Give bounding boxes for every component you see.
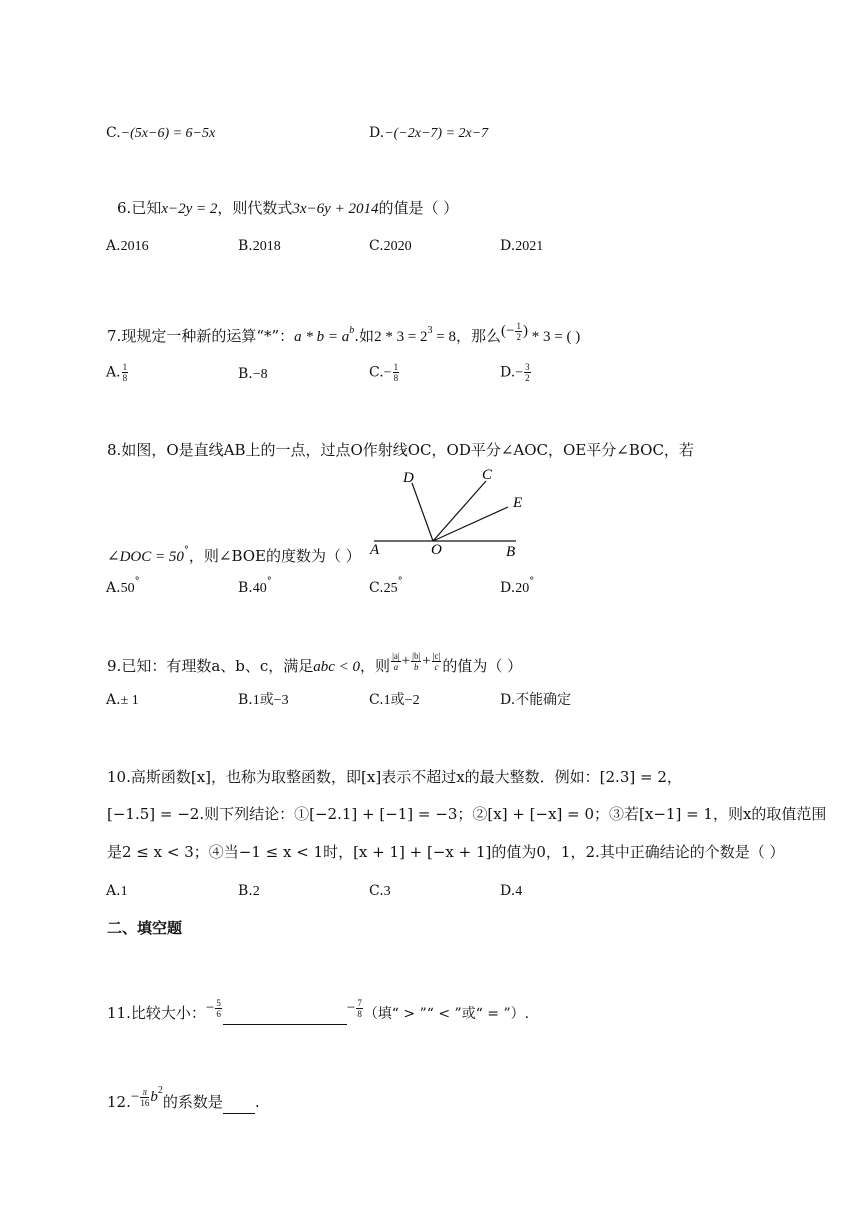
q6-option-c: C.2020 — [369, 238, 412, 254]
math-expr: 3x−6y + 2014 — [292, 201, 379, 217]
q10-option-b: B.2 — [238, 883, 260, 899]
q8-geometry-figure — [360, 462, 530, 562]
section-title: 二、填空题 — [107, 919, 183, 937]
q5-option-d — [369, 123, 488, 144]
stem-text: 现规定一种新的运算“*”： — [121, 327, 295, 345]
fraction: $\frac{|a|}{a}$ — [392, 650, 400, 672]
q9-option-a: A.± 1 — [106, 692, 139, 708]
stem-text: 比较大小： — [130, 1004, 206, 1022]
label-c: C — [482, 467, 493, 483]
stem-text: 高斯函数[x]，也称为取整函数，即[x]表示不超过x的最大整数．例如：[2.3] = 2， — [130, 768, 682, 786]
q7-option-c: C.− $\frac{1}{8}$ — [369, 362, 399, 383]
q10-stem-line2: [−1.5] = −2.则下列结论：①[−2.1] + [−1] = −3；②[x] + [−x] = 0；③若[x−1] = 1，则x的取值范围 — [107, 805, 827, 823]
option-expr: −(5x−6) = 6−5x — [120, 126, 216, 141]
fraction: $\frac{|c|}{c}$ — [432, 650, 441, 672]
option-expr: −(−2x−7) = 2x−7 — [384, 126, 489, 141]
math-expr: abc < 0 — [313, 659, 361, 675]
math-expr: ∠DOC = 50 — [107, 549, 184, 565]
math-expr: x−2y = 2 — [161, 201, 218, 217]
question-number: 12. — [107, 1093, 131, 1111]
label-a: A — [370, 542, 380, 558]
q6-option-a: A.2016 — [106, 238, 149, 254]
label-e: E — [513, 495, 523, 511]
q8-stem-line1 — [107, 440, 694, 460]
answer-blank[interactable] — [223, 1097, 255, 1114]
q9-option-b: B.1或−3 — [238, 692, 289, 708]
q7-option-a: A. $\frac{1}{8}$ — [106, 362, 128, 383]
q6-option-d: D.2021 — [500, 238, 544, 254]
stem-text: ，则代数式 — [217, 199, 293, 217]
ray-oc — [433, 481, 486, 541]
q7-stem: 7.现规定一种新的运算“*”：$a * b = a^b$.如$2 * 3 = 2^3 = 8$，那么(− $\frac{1}{2}$ ) * 3 = ( ) — [107, 321, 581, 345]
q10-stem-line1 — [107, 767, 682, 787]
stem-text: 已知 — [131, 199, 162, 217]
q11-stem: 11.比较大小：− $\frac{5}{6}$ − $\frac{7}{8}$ （填“ > ”“ < ”或“ = ”）. — [107, 1003, 529, 1025]
ray-oe — [433, 507, 508, 541]
fraction: $\frac{5}{6}$ — [216, 997, 221, 1019]
stem-text: 如图，O是直线AB上的一点，过点O作射线OC，OD平分∠AOC，OE平分∠BOC，若 — [121, 441, 694, 459]
question-number: 11. — [107, 1004, 131, 1022]
answer-blank[interactable] — [223, 1008, 347, 1025]
q8-option-d: D.20° — [500, 576, 535, 596]
q10-option-a: A.1 — [106, 883, 128, 899]
option-letter: C. — [106, 125, 121, 141]
label-o: O — [431, 542, 442, 558]
fraction: $\frac{7}{8}$ — [357, 997, 362, 1019]
question-number: 6. — [117, 199, 132, 217]
q8-stem-line2: ∠DOC = 50°，则∠BOE的度数为（ ） — [107, 545, 361, 565]
stem-text: ，则∠BOE的度数为（ ） — [188, 547, 361, 565]
q7-option-b: B.−8 — [238, 366, 268, 382]
label-d: D — [403, 470, 414, 486]
q8-option-b: B.40° — [238, 576, 272, 596]
q6-stem — [117, 198, 458, 219]
q6-option-b: B.2018 — [238, 238, 281, 254]
q5-option-c — [106, 123, 215, 144]
q7-option-d: D.− $\frac{3}{2}$ — [500, 362, 530, 383]
fraction: $\frac{|b|}{b}$ — [412, 650, 421, 672]
q10-stem-line3: 是2 ≤ x < 3；④当−1 ≤ x < 1时，[x + 1] + [−x + 1]的值为0，1，2.其中正确结论的个数是（ ） — [107, 843, 785, 861]
q9-option-d: D.不能确定 — [500, 692, 572, 708]
stem-text: 的值是（ ） — [378, 199, 459, 217]
q9-stem: 9.已知：有理数a、b、c，满足abc < 0，则 $\frac{|a|}{a}$ + $\frac{|b|}{b}$ + $\frac{|c|}{c}$ 的值为（ ） — [107, 650, 523, 675]
q9-option-c: C.1或−2 — [369, 692, 420, 708]
option-letter: D. — [369, 125, 385, 141]
question-number: 8. — [107, 441, 122, 459]
q8-option-c: C.25° — [369, 576, 403, 596]
fraction: $\frac{1}{2}$ — [516, 321, 521, 343]
fraction: $\frac{\pi}{16}$ — [140, 1086, 150, 1108]
q12-stem: 12.− $\frac{\pi}{16}$ $b^2$的系数是 . — [107, 1087, 260, 1114]
q10-option-c: C.3 — [369, 883, 391, 899]
ray-od — [412, 483, 433, 541]
label-b: B — [506, 544, 516, 560]
q8-option-a: A.50° — [106, 576, 140, 596]
question-number: 9. — [107, 657, 122, 675]
q10-option-d: D.4 — [500, 883, 523, 899]
stem-text: 已知：有理数a、b、c，满足 — [121, 657, 314, 675]
math-expr: a * b = a — [294, 329, 350, 345]
question-number: 10. — [107, 768, 131, 786]
question-number: 7. — [107, 327, 122, 345]
